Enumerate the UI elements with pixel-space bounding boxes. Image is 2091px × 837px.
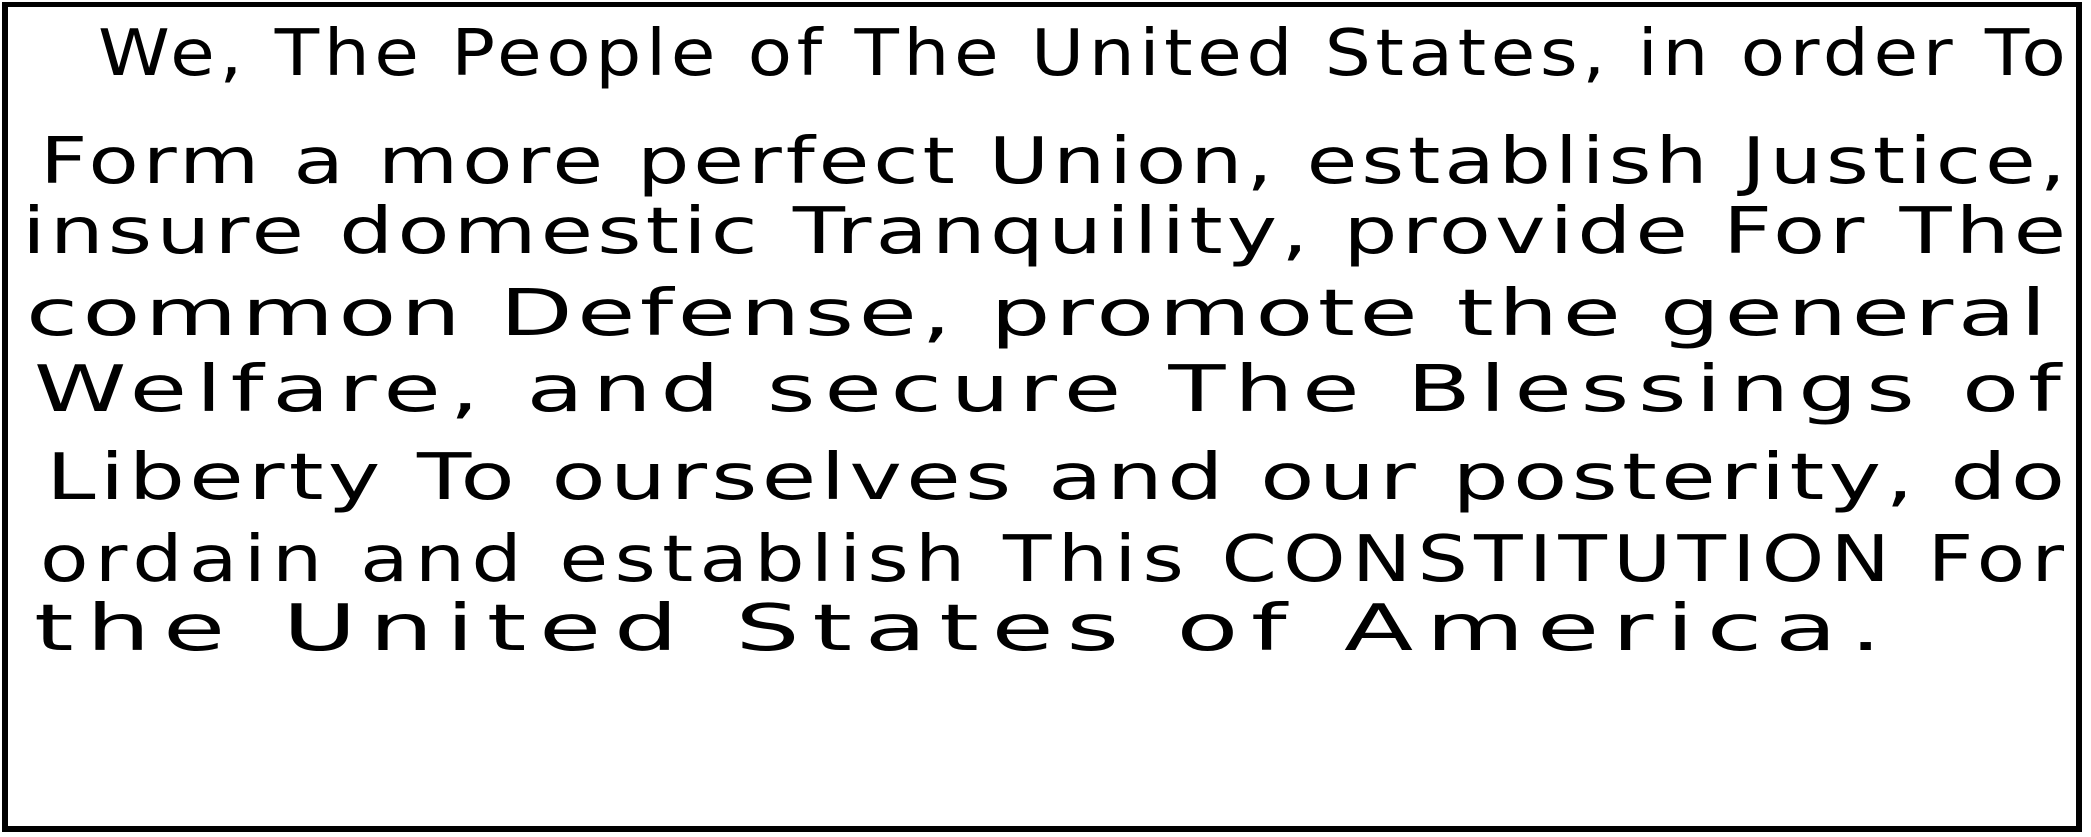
text-line-6: Liberty To ourselves and our posterity, do [46,441,2070,515]
text-line-8: the United States of America. [34,592,1895,666]
text-line-3: insure domestic Tranquility, provide For The [22,195,2071,269]
text-line-4: common Defense, promote the general [26,277,2052,351]
text-line-2: Form a more perfect Union, establish Justice, [40,125,2070,199]
text-line-7: ordain and establish This CONSTITUTION For [40,523,2071,597]
text-line-5: Welfare, and secure The Blessings of [34,353,2070,427]
text-line-1: We, The People of The United States, in order To [98,17,2071,91]
